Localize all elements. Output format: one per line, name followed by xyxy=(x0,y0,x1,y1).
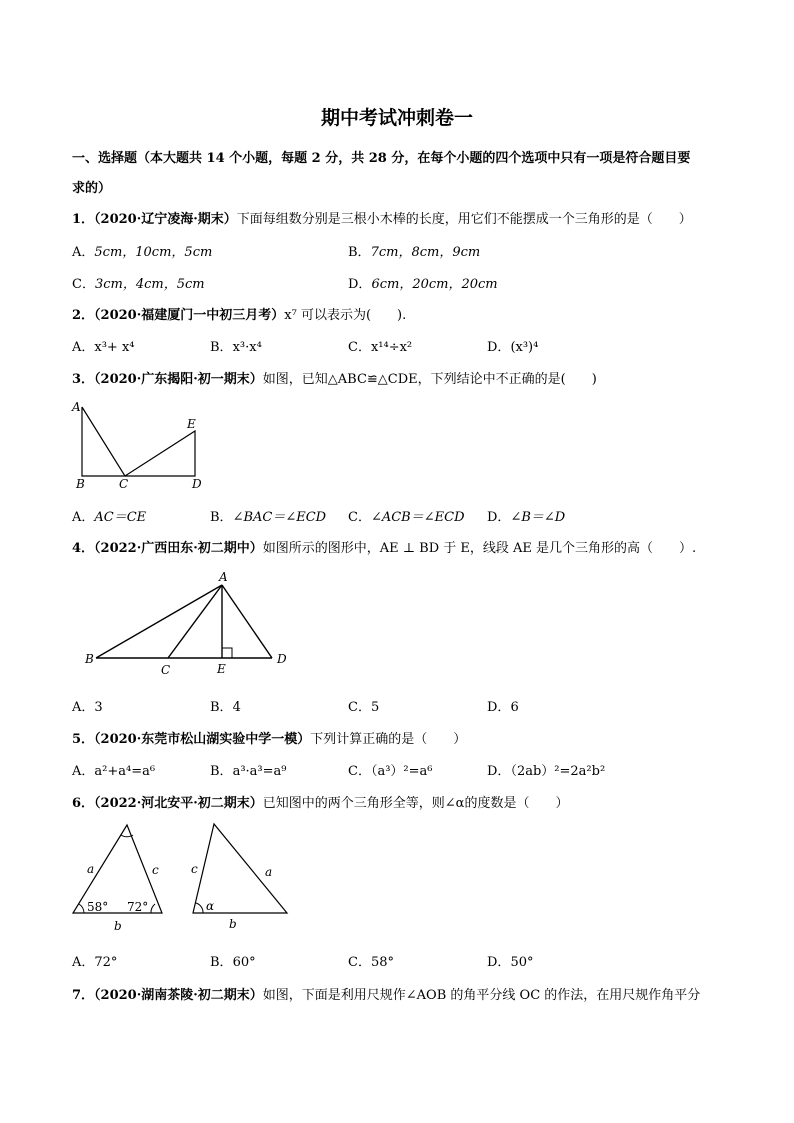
label-72: 72° xyxy=(127,900,149,914)
label-c: C xyxy=(161,663,171,677)
option-d: D．(x³)⁴ xyxy=(487,340,539,355)
question-number: 4． xyxy=(72,541,95,556)
segment-ac xyxy=(168,585,222,658)
option-a: A．x³+ x⁴ xyxy=(72,340,135,355)
label-c: c xyxy=(152,863,159,877)
question-text: 如图所示的图形中，AE ⊥ BD 于 E，线段 AE 是几个三角形的高（ ）. xyxy=(262,541,697,556)
question-number: 1． xyxy=(72,212,95,227)
option-c: C．3cm，4cm，5cm xyxy=(72,277,205,292)
option-d: D．50° xyxy=(487,955,534,970)
question-5 xyxy=(72,728,466,747)
question-source: （2020·福建厦门一中初三月考） xyxy=(94,308,285,323)
option-c: C．5 xyxy=(348,700,380,715)
option-b: B．a³·a³=a⁹ xyxy=(210,764,287,779)
segment-ab xyxy=(96,585,222,658)
question-1 xyxy=(72,208,692,227)
question-source: （2020·湖南茶陵·初二期末） xyxy=(94,988,263,1003)
label-e: E xyxy=(187,417,196,431)
right-angle-mark xyxy=(222,648,232,658)
option-c: C．∠ACB＝∠ECD xyxy=(348,510,465,525)
label-alpha: α xyxy=(206,899,215,913)
option-c: C．x¹⁴÷x² xyxy=(348,340,413,355)
label-b: b xyxy=(114,919,122,933)
option-a: A．AC＝CE xyxy=(72,510,147,525)
option-b: B．4 xyxy=(210,700,241,715)
label-c: C xyxy=(119,477,129,491)
question-text: 如图，下面是利用尺规作∠AOB 的角平分线 OC 的作法，在用尺规作角平分 xyxy=(262,988,701,1003)
question-2 xyxy=(72,304,406,323)
question-3 xyxy=(72,368,597,387)
option-c: C．58° xyxy=(348,955,394,970)
label-a: A xyxy=(72,400,81,414)
question-source: （2020·辽宁凌海·期末） xyxy=(94,212,237,227)
option-b: B．60° xyxy=(210,955,256,970)
question-text: 下面每组数分别是三根小木棒的长度，用它们不能摆成一个三角形的是（ ） xyxy=(236,212,692,227)
angle-arc-58 xyxy=(79,904,84,913)
label-b: B xyxy=(85,652,94,666)
segment-ad xyxy=(222,585,272,658)
question-text: 如图，已知△ABC≌△CDE，下列结论中不正确的是( ) xyxy=(262,372,597,387)
figure-q6-triangles xyxy=(65,818,305,938)
label-c: c xyxy=(191,862,198,876)
label-b: B xyxy=(76,477,85,491)
question-number: 2． xyxy=(72,308,95,323)
question-6 xyxy=(72,792,568,811)
question-7 xyxy=(72,984,700,1003)
label-a: A xyxy=(219,570,228,584)
question-number: 5． xyxy=(72,732,95,747)
option-c: C．（a³）²=a⁶ xyxy=(348,764,433,779)
figure-q4-triangle xyxy=(80,566,300,681)
option-b: B．x³·x⁴ xyxy=(210,340,262,355)
question-source: （2020·广东揭阳·初一期末） xyxy=(94,372,263,387)
question-source: （2020·东莞市松山湖实验中学一模） xyxy=(94,732,311,747)
angle-arc-alpha xyxy=(196,903,203,913)
figure-q3-triangles xyxy=(70,398,220,493)
question-number: 3． xyxy=(72,372,95,387)
option-a: A．3 xyxy=(72,700,103,715)
option-a: A．72° xyxy=(72,955,118,970)
option-b: B．7cm，8cm，9cm xyxy=(348,245,481,260)
triangle-abc xyxy=(82,407,125,476)
label-58: 58° xyxy=(87,900,109,914)
option-d: D．（2ab）²=2a²b² xyxy=(487,764,606,779)
question-source: （2022·河北安平·初二期末） xyxy=(94,796,263,811)
label-d: D xyxy=(192,477,202,491)
page-title: 期中考试冲刺卷一 xyxy=(320,107,473,129)
option-a: A．5cm，10cm，5cm xyxy=(72,245,213,260)
option-d: D．6cm，20cm，20cm xyxy=(348,277,498,292)
question-text: 下列计算正确的是（ ） xyxy=(310,732,467,747)
question-number: 6． xyxy=(72,796,95,811)
question-text: 已知图中的两个三角形全等，则∠α的度数是（ ） xyxy=(262,796,569,811)
label-a: a xyxy=(87,862,95,876)
option-d: D．6 xyxy=(487,700,519,715)
question-4 xyxy=(72,537,696,556)
option-a: A．a²+a⁴=a⁶ xyxy=(72,764,156,779)
angle-arc-72 xyxy=(151,904,155,913)
label-e: E xyxy=(217,662,226,676)
section-heading-line2: 求的） xyxy=(72,181,112,196)
option-d: D．∠B＝∠D xyxy=(487,510,566,525)
label-a: a xyxy=(265,865,273,879)
option-b: B．∠BAC＝∠ECD xyxy=(210,510,327,525)
label-d: D xyxy=(277,652,287,666)
section-heading-line1: 一、选择题（本大题共 14 个小题，每题 2 分，共 28 分，在每个小题的四个选项中只有一项是符合题目要 xyxy=(72,151,691,166)
question-number: 7． xyxy=(72,988,95,1003)
label-b: b xyxy=(229,917,237,931)
triangle-cde xyxy=(125,431,195,476)
question-source: （2022·广西田东·初二期中） xyxy=(94,541,263,556)
question-text: x⁷ 可以表示为( ). xyxy=(284,308,407,323)
